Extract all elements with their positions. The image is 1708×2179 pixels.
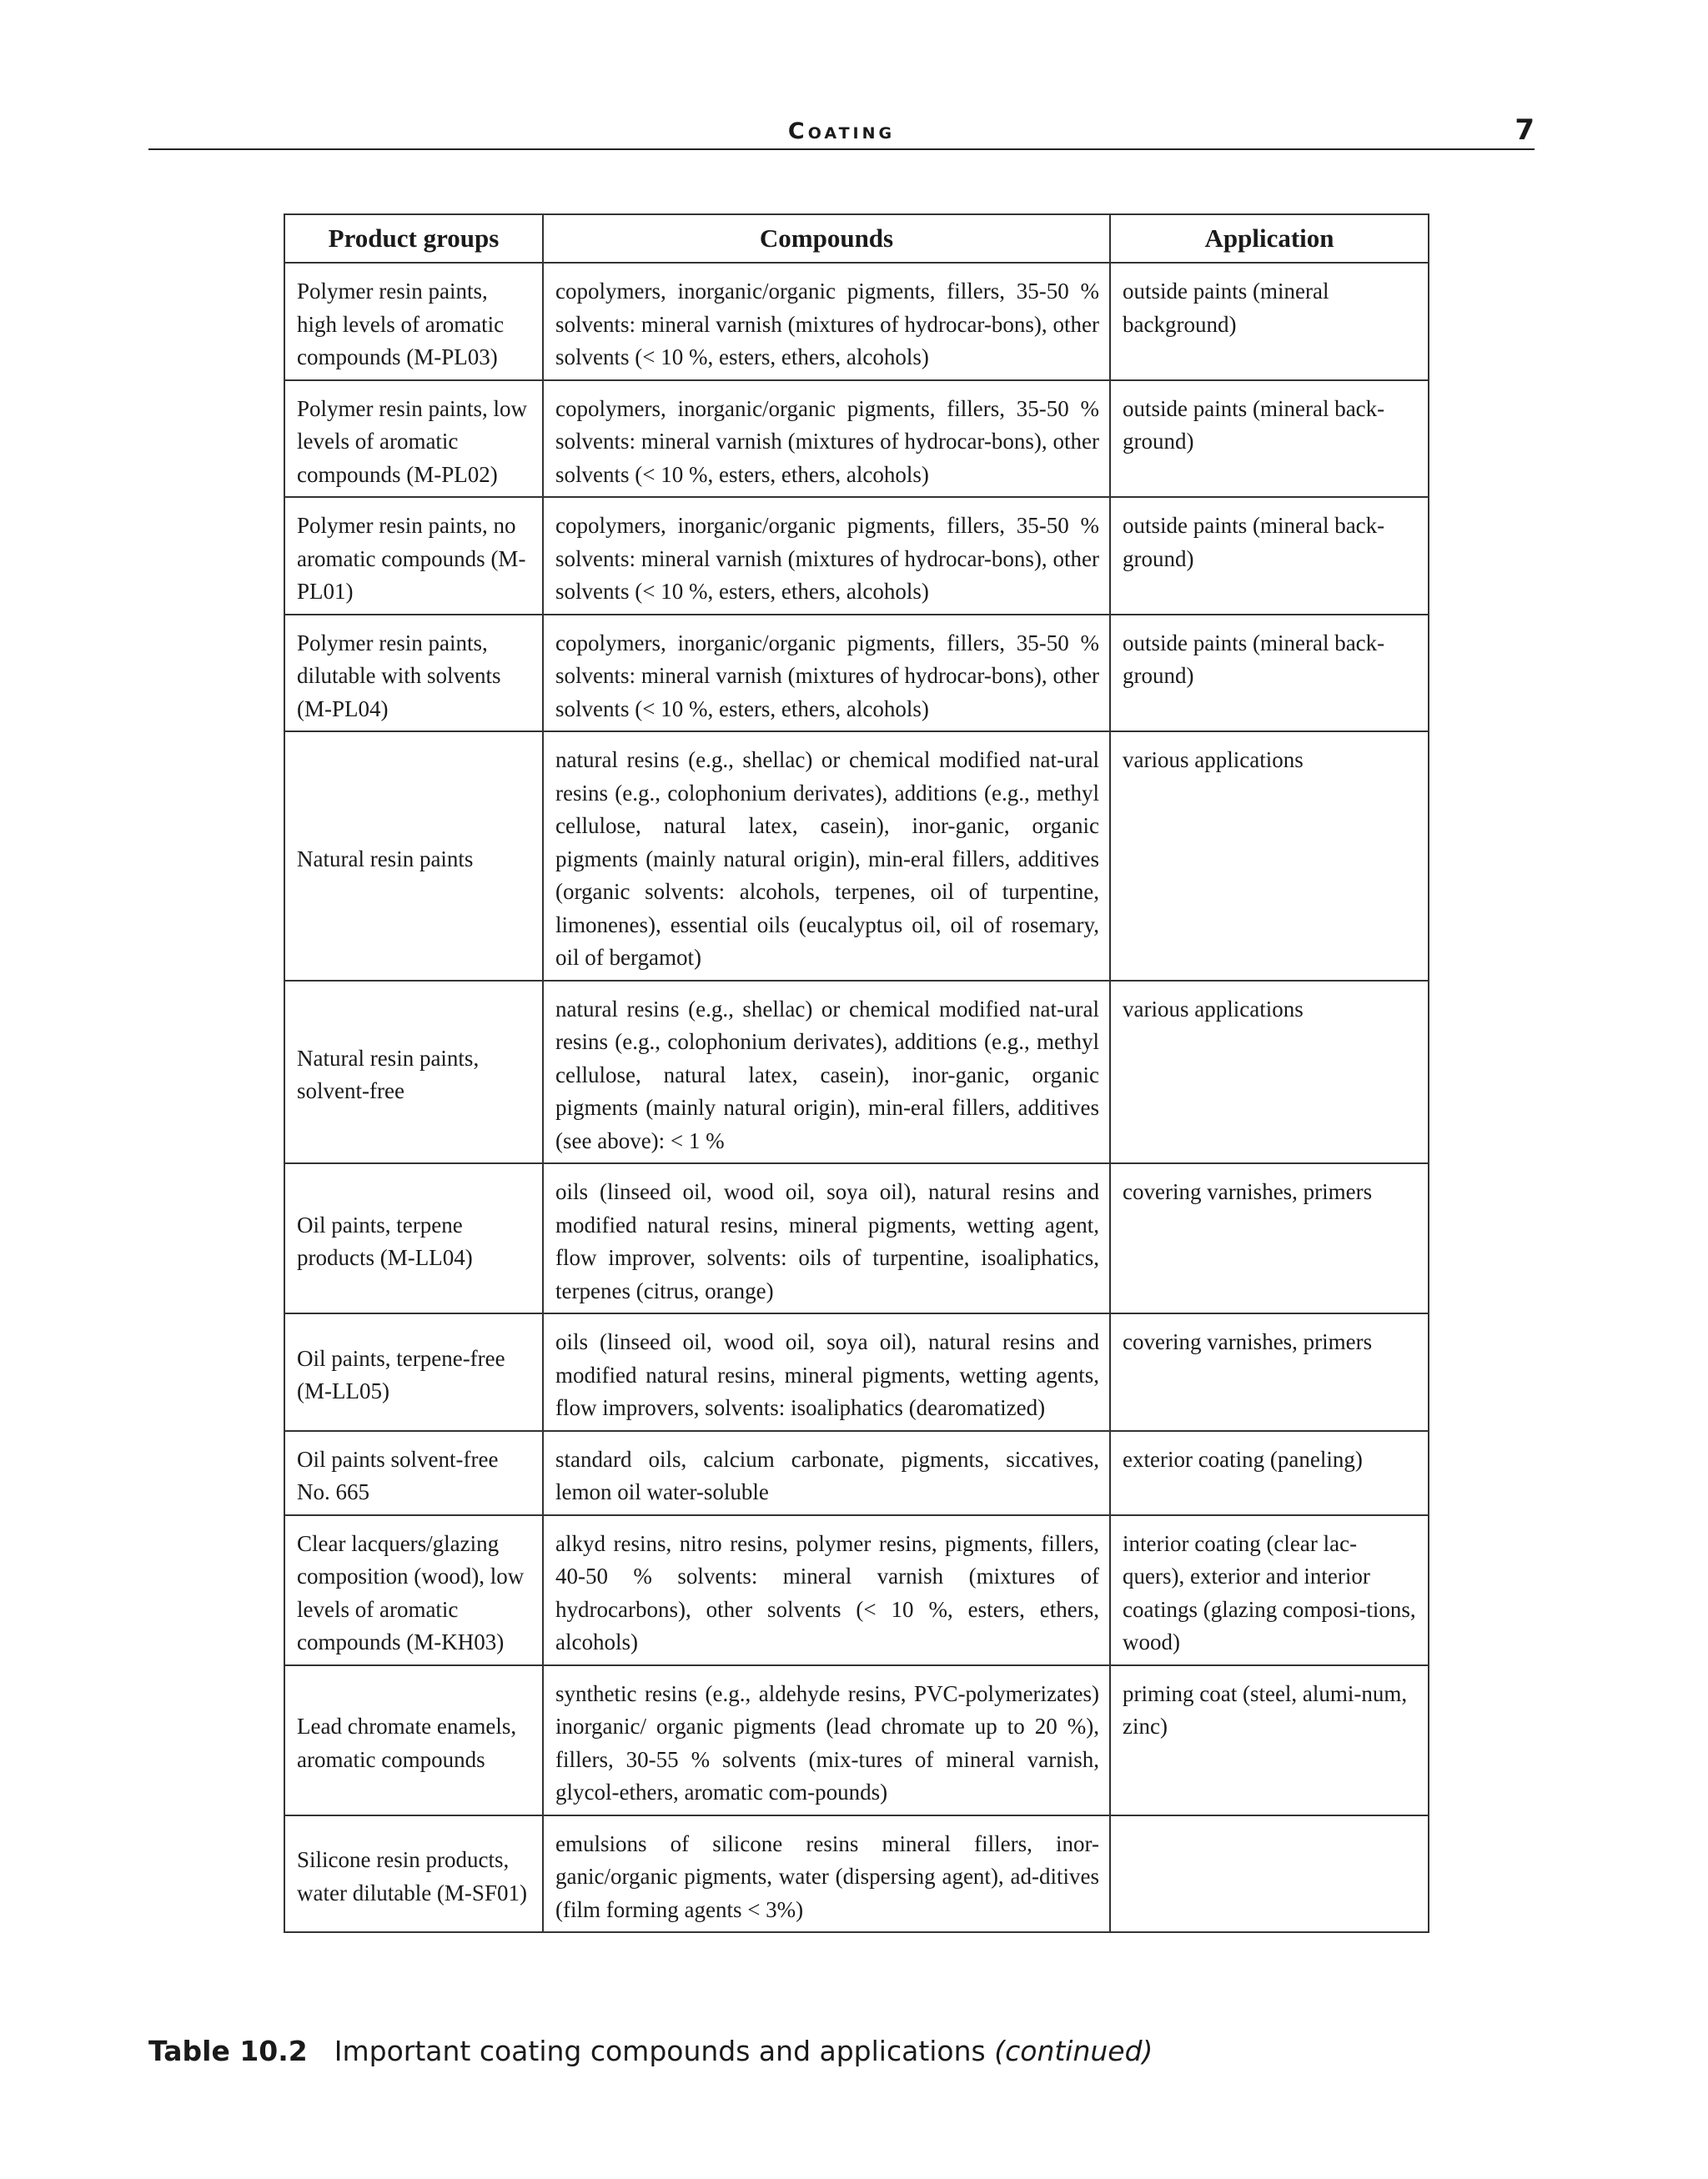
table-row (284, 1665, 1429, 1815)
application-cell: interior coating (clear lac-quers), exterior and interior coatings (glazing composi-tions, wood) (1110, 1515, 1429, 1665)
compounds-cell: oils (linseed oil, wood oil, soya oil), natural resins and modified natural resins, mineral pigments, wetting agents, flow improvers, solvents: isoaliphatics (dearomatized) (543, 1313, 1110, 1431)
application-cell: outside paints (mineral background) (1110, 263, 1429, 380)
compounds-cell: copolymers, inorganic/organic pigments, fillers, 35-50 % solvents: mineral varnish (mixtures of hydrocar-bons), other solvents (< 10 %, esters, ethers, alcohols) (543, 380, 1110, 498)
caption-continued-note: (continued) (994, 2035, 1153, 2067)
column-header-application: Application (1110, 214, 1429, 263)
compounds-cell: natural resins (e.g., shellac) or chemical modified nat-ural resins (e.g., colophonium derivates), additions (e.g., methyl cellulose, natural latex, casein), inor-ganic, organic pigments (mainly natural origin), min-eral fillers, additives (organic solvents: alcohols, terpenes, oil of turpentine, limonenes), essential oils (eucalyptus oil, oil of rosemary, oil of bergamot) (543, 731, 1110, 981)
product-group-cell: Polymer resin paints, dilutable with solvents (M-PL04) (284, 615, 543, 732)
table-row (284, 615, 1429, 732)
table-row (284, 981, 1429, 1164)
compounds-cell: oils (linseed oil, wood oil, soya oil), natural resins and modified natural resins, mineral pigments, wetting agent, flow improver, solvents: oils of turpentine, isoaliphatics, terpenes (citrus, orange) (543, 1163, 1110, 1313)
running-header (148, 113, 1535, 150)
application-cell: covering varnishes, primers (1110, 1313, 1429, 1431)
table-caption (148, 2035, 1153, 2067)
compounds-cell: natural resins (e.g., shellac) or chemical modified nat-ural resins (e.g., colophonium derivates), additions (e.g., methyl cellulose, natural latex, casein), inor-ganic, organic pigments (mainly natural origin), min-eral fillers, additives (see above): < 1 % (543, 981, 1110, 1164)
column-header-compounds: Compounds (543, 214, 1110, 263)
application-cell: outside paints (mineral back-ground) (1110, 615, 1429, 732)
product-group-cell: Polymer resin paints, high levels of aromatic compounds (M-PL03) (284, 263, 543, 380)
table-row (284, 380, 1429, 498)
product-group-cell: Oil paints, terpene-free (M-LL05) (284, 1313, 543, 1431)
table-row (284, 1431, 1429, 1515)
page-number: 7 (1515, 113, 1535, 147)
product-group-cell: Polymer resin paints, low levels of aromatic compounds (M-PL02) (284, 380, 543, 498)
coating-compounds-table (284, 213, 1429, 1933)
compounds-cell: synthetic resins (e.g., aldehyde resins, PVC-polymerizates) inorganic/ organic pigments (lead chromate up to 20 %), fillers, 30-55 % solvents (mix-tures of mineral varnish, glycol-ethers, aromatic com-pounds) (543, 1665, 1110, 1815)
compounds-cell: alkyd resins, nitro resins, polymer resins, pigments, fillers, 40-50 % solvents: mineral varnish (mixtures of hydrocarbons), other solvents (< 10 %, esters, ethers, alcohols) (543, 1515, 1110, 1665)
compounds-cell: copolymers, inorganic/organic pigments, fillers, 35-50 % solvents: mineral varnish (mixtures of hydrocar-bons), other solvents (< 10 %, esters, ethers, alcohols) (543, 263, 1110, 380)
application-cell: outside paints (mineral back-ground) (1110, 380, 1429, 498)
application-cell: various applications (1110, 731, 1429, 981)
product-group-cell: Lead chromate enamels, aromatic compounds (284, 1665, 543, 1815)
application-cell (1110, 1815, 1429, 1933)
column-header-product-groups: Product groups (284, 214, 543, 263)
product-group-cell: Oil paints solvent-free No. 665 (284, 1431, 543, 1515)
application-cell: various applications (1110, 981, 1429, 1164)
table-row (284, 1163, 1429, 1313)
product-group-cell: Clear lacquers/glazing composition (wood), low levels of aromatic compounds (M-KH03) (284, 1515, 543, 1665)
table-row (284, 263, 1429, 380)
running-title: Coating (787, 118, 896, 144)
application-cell: exterior coating (paneling) (1110, 1431, 1429, 1515)
product-group-cell: Natural resin paints (284, 731, 543, 981)
compounds-cell: copolymers, inorganic/organic pigments, fillers, 35-50 % solvents: mineral varnish (mixtures of hydrocar-bons), other solvents (< 10 %, esters, ethers, alcohols) (543, 497, 1110, 615)
caption-text: Important coating compounds and applications (334, 2035, 986, 2067)
caption-label: Table 10.2 (148, 2035, 308, 2067)
compounds-cell: emulsions of silicone resins mineral fillers, inor-ganic/organic pigments, water (dispersing agent), ad-ditives (film forming agents < 3%) (543, 1815, 1110, 1933)
application-cell: priming coat (steel, alumi-num, zinc) (1110, 1665, 1429, 1815)
application-cell: covering varnishes, primers (1110, 1163, 1429, 1313)
table-row (284, 497, 1429, 615)
product-group-cell: Polymer resin paints, no aromatic compounds (M-PL01) (284, 497, 543, 615)
table-row (284, 1515, 1429, 1665)
product-group-cell: Natural resin paints, solvent-free (284, 981, 543, 1164)
product-group-cell: Silicone resin products, water dilutable (M-SF01) (284, 1815, 543, 1933)
table-row (284, 1815, 1429, 1933)
application-cell: outside paints (mineral back-ground) (1110, 497, 1429, 615)
table-row (284, 1313, 1429, 1431)
product-group-cell: Oil paints, terpene products (M-LL04) (284, 1163, 543, 1313)
compounds-cell: copolymers, inorganic/organic pigments, fillers, 35-50 % solvents: mineral varnish (mixtures of hydrocar-bons), other solvents (< 10 %, esters, ethers, alcohols) (543, 615, 1110, 732)
table-header-row (284, 214, 1429, 263)
compounds-cell: standard oils, calcium carbonate, pigments, siccatives, lemon oil water-soluble (543, 1431, 1110, 1515)
table-row (284, 731, 1429, 981)
